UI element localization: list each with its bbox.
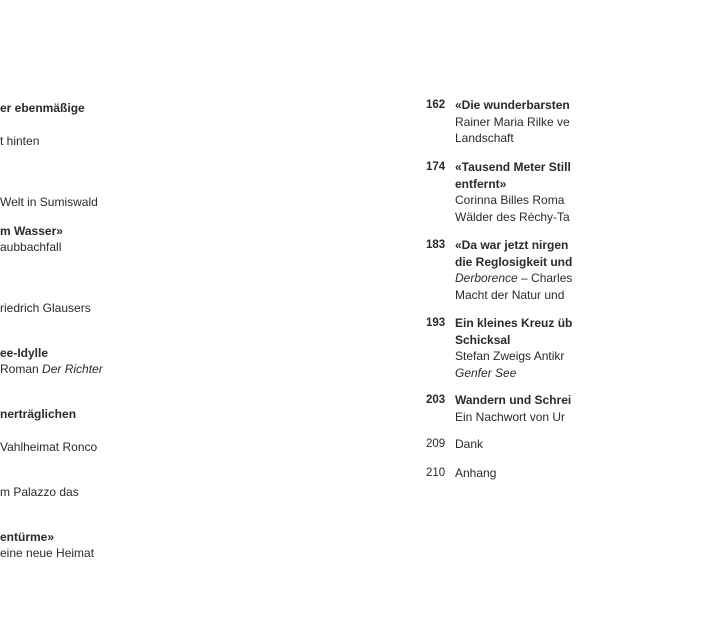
- entry-line: Ein Nachwort von Ur: [455, 409, 566, 424]
- entry-line: Macht der Natur und: [455, 287, 565, 302]
- page-number: 183: [426, 239, 446, 251]
- toc-left-line: Welt in Sumiswald: [0, 195, 98, 209]
- toc-left-line: eine neue Heimat: [0, 546, 95, 560]
- entry-line: Landschaft: [455, 131, 514, 145]
- toc-left-line: m Wasser»: [0, 224, 63, 238]
- entry-line: die Reglosigkeit und: [455, 254, 573, 269]
- entry-line: entfernt»: [455, 176, 507, 191]
- entry-text: [455, 392, 571, 425]
- entry-line: «Tausend Meter Still: [455, 160, 571, 174]
- entry-text: [455, 159, 571, 225]
- toc-left-line: m Palazzo das: [0, 485, 79, 499]
- toc-left-line: Vahlheimat Ronco: [0, 440, 98, 454]
- entry-line: «Da war jetzt nirgen: [455, 238, 569, 252]
- entry-line: Stefan Zweigs Antikr: [455, 349, 565, 363]
- page-number: 174: [426, 161, 446, 173]
- entry-line: Rainer Maria Rilke ve: [455, 114, 570, 129]
- page-number: 162: [426, 99, 446, 111]
- page-number: 210: [426, 467, 446, 479]
- entry-line: Wandern und Schrei: [455, 393, 572, 407]
- entry-line: Corinna Billes Roma: [455, 193, 565, 207]
- entry-line: Wälder des Réchy-Ta: [455, 209, 570, 224]
- page-number: 203: [426, 394, 446, 406]
- toc-left-text: Roman: [0, 362, 39, 376]
- entry-text: [455, 237, 572, 303]
- toc-left-line: nerträglichen: [0, 407, 77, 421]
- entry-italic: Derborence: [455, 271, 518, 285]
- toc-left-line: er ebenmäßige: [0, 101, 85, 115]
- toc-left-line: t hinten: [0, 134, 40, 148]
- entry-line: Ein kleines Kreuz üb: [455, 316, 573, 330]
- entry-line: «Die wunderbarsten: [455, 98, 570, 112]
- entry-line: Dank: [455, 437, 484, 451]
- entry-text: [455, 97, 570, 147]
- entry-line: Anhang: [455, 466, 497, 480]
- toc-left-line: entürme»: [0, 530, 55, 544]
- entry-text: [455, 315, 572, 381]
- entry-line: Schicksal: [455, 332, 511, 347]
- toc-left-line: ee-Idylle: [0, 346, 49, 360]
- right-page-column: [426, 0, 573, 618]
- left-page-column: [0, 0, 140, 618]
- toc-left-line: [0, 361, 103, 378]
- toc-left-line: aubbachfall: [0, 240, 62, 254]
- entry-text: [455, 436, 483, 453]
- entry-text: [455, 465, 496, 482]
- entry-line: Genfer See: [455, 365, 517, 380]
- entry-line: [455, 270, 572, 287]
- page-number: 193: [426, 317, 446, 329]
- toc-left-italic: Der Richter: [42, 362, 103, 376]
- entry-suffix: – Charles: [517, 271, 573, 285]
- page-number: 209: [426, 438, 446, 450]
- toc-left-line: riedrich Glausers: [0, 301, 91, 315]
